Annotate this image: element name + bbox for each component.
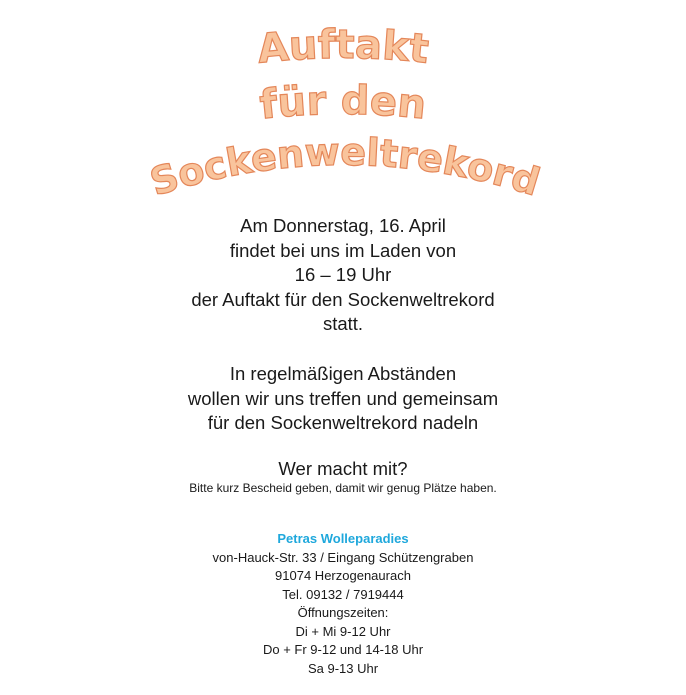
announcement-line: statt. <box>322 313 364 334</box>
question: Wer macht mit? <box>278 458 408 479</box>
description-line: für den Sockenweltrekord nadeln <box>207 412 479 433</box>
shop-city: 91074 Herzogenaurach <box>275 568 411 583</box>
hours-line: Di + Mi 9-12 Uhr <box>295 623 391 639</box>
shop-phone: Tel. 09132 / 7919444 <box>282 586 404 602</box>
hours-line: Do + Fr 9-12 und 14-18 Uhr <box>262 642 424 657</box>
shop-address: von-Hauck-Str. 33 / Eingang Schützengraben <box>212 549 474 565</box>
title-line-3: Sockenweltrekord <box>144 129 545 205</box>
shop-info <box>0 530 686 678</box>
title-line-1: Auftakt <box>255 21 431 73</box>
hours-label: Öffnungszeiten: <box>297 605 389 620</box>
description <box>0 362 686 436</box>
title-wordart <box>0 0 686 210</box>
announcement-line: findet bei uns im Laden von <box>229 239 457 261</box>
shop-name: Petras Wolleparadies <box>277 531 409 546</box>
announcement <box>0 214 686 337</box>
call-to-action <box>0 458 686 496</box>
description-line: In regelmäßigen Abständen <box>229 363 457 384</box>
description-line: wollen wir uns treffen und gemeinsam <box>187 387 499 409</box>
announcement-line: 16 – 19 Uhr <box>294 264 392 285</box>
announcement-line: Am Donnerstag, 16. April <box>240 215 446 236</box>
title-line-2: für den <box>257 77 429 129</box>
announcement-line: der Auftakt für den Sockenweltrekord <box>191 288 495 310</box>
registration-note: Bitte kurz Bescheid geben, damit wir genug Plätze haben. <box>189 481 497 495</box>
hours-line: Sa 9-13 Uhr <box>307 660 379 676</box>
